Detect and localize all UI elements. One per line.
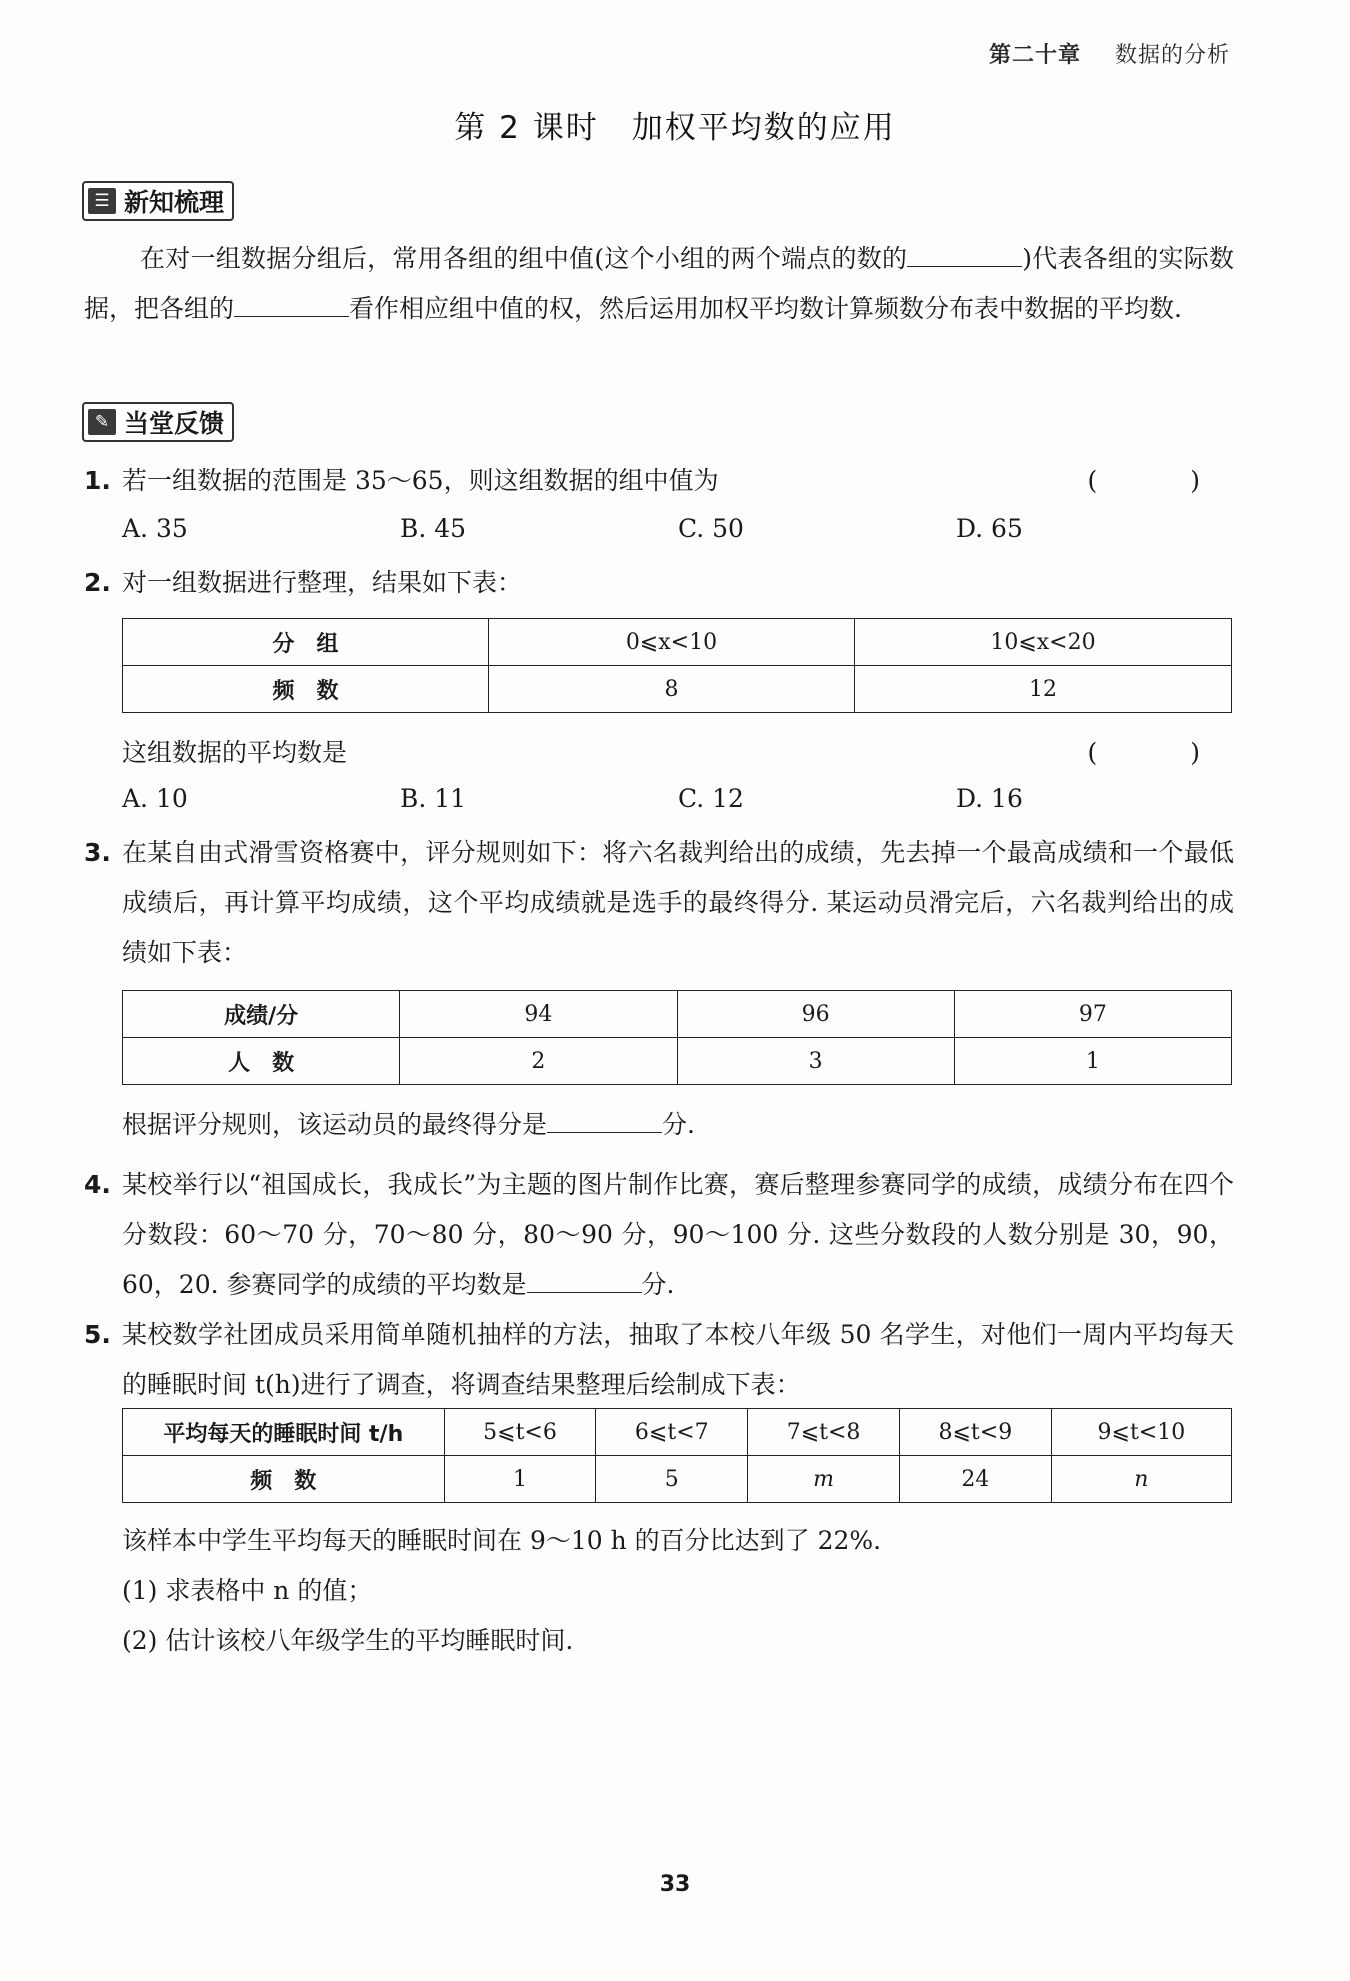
option-d[interactable]: D. 65 xyxy=(956,514,1023,543)
table-row xyxy=(123,666,1232,713)
option-c[interactable]: C. 12 xyxy=(678,784,744,813)
option-b[interactable]: B. 45 xyxy=(400,514,467,543)
question-text: 该样本中学生平均每天的睡眠时间在 9～10 h 的百分比达到了 22%. xyxy=(122,1526,882,1555)
table-cell: 97 xyxy=(954,991,1231,1038)
table-cell: 8 xyxy=(488,666,854,713)
section-tag-feedback xyxy=(82,402,234,442)
question-number: 5. xyxy=(84,1320,111,1349)
option-c[interactable]: C. 50 xyxy=(678,514,744,543)
table-header-cell: 人 数 xyxy=(123,1038,400,1085)
table-row xyxy=(123,619,1232,666)
question-number: 1. xyxy=(84,466,111,495)
table-header-cell: 分 组 xyxy=(123,619,489,666)
table-cell: 3 xyxy=(677,1038,954,1085)
answer-prefix: 根据评分规则，该运动员的最终得分是 xyxy=(122,1110,548,1139)
section-label: 当堂反馈 xyxy=(124,409,225,438)
answer-suffix: 分. xyxy=(641,1270,675,1299)
paragraph-text: 看作相应组中值的权，然后运用加权平均数计算频数分布表中数据的平均数. xyxy=(349,294,1182,323)
paragraph-text: 在对一组数据分组后，常用各组的组中值(这个小组的两个端点的数的 xyxy=(140,244,908,273)
table-header-cell: 平均每天的睡眠时间 t/h xyxy=(123,1409,445,1456)
option-a[interactable]: A. 10 xyxy=(122,784,188,813)
section-label: 新知梳理 xyxy=(124,188,225,217)
q3-score-table xyxy=(122,990,1232,1085)
answer-blank[interactable] xyxy=(527,1270,642,1293)
sub-question: (1) 求表格中 n 的值； xyxy=(122,1576,373,1605)
question-number: 3. xyxy=(84,838,111,867)
answer-blank[interactable] xyxy=(907,244,1022,267)
table-header-cell: 频 数 xyxy=(123,666,489,713)
table-cell: 1 xyxy=(954,1038,1231,1085)
table-cell: 10⩽x<20 xyxy=(854,619,1231,666)
question-text: 这组数据的平均数是 xyxy=(122,738,348,767)
table-cell: 94 xyxy=(400,991,677,1038)
question-text: 对一组数据进行整理，结果如下表： xyxy=(122,568,523,597)
table-header-cell: 成绩/分 xyxy=(123,991,400,1038)
question-1 xyxy=(84,456,1234,506)
table-cell: n xyxy=(1051,1456,1231,1503)
table-cell: 2 xyxy=(400,1038,677,1085)
q5-sleep-table xyxy=(122,1408,1232,1503)
table-cell: 96 xyxy=(677,991,954,1038)
answer-paren[interactable]: ( ) xyxy=(1087,738,1234,767)
table-cell: 12 xyxy=(854,666,1231,713)
question-text: 若一组数据的范围是 35～65，则这组数据的组中值为 xyxy=(122,466,719,495)
running-header xyxy=(989,38,1230,69)
q2-frequency-table xyxy=(122,618,1232,713)
question-5 xyxy=(84,1310,1234,1410)
table-row xyxy=(123,1038,1232,1085)
question-1-options xyxy=(122,514,1222,554)
table-cell: 0⩽x<10 xyxy=(488,619,854,666)
question-3 xyxy=(84,828,1234,978)
lesson-title: 第 2 课时 加权平均数的应用 xyxy=(454,110,896,146)
chapter-topic: 数据的分析 xyxy=(1114,43,1230,68)
table-cell: 24 xyxy=(899,1456,1051,1503)
question-2 xyxy=(84,558,1234,608)
chapter-label: 第二十章 xyxy=(988,43,1081,68)
question-number: 2. xyxy=(84,568,111,597)
option-b[interactable]: B. 11 xyxy=(400,784,467,813)
answer-blank[interactable] xyxy=(547,1110,662,1133)
table-cell: 6⩽t<7 xyxy=(596,1409,748,1456)
question-2-options xyxy=(122,784,1222,824)
table-cell: 9⩽t<10 xyxy=(1051,1409,1231,1456)
answer-blank[interactable] xyxy=(234,294,349,317)
table-cell: 5⩽t<6 xyxy=(444,1409,596,1456)
table-header-cell: 频 数 xyxy=(123,1456,445,1503)
book-icon: ☰ xyxy=(88,188,116,214)
question-text xyxy=(122,1160,1234,1310)
question-text: 某校数学社团成员采用简单随机抽样的方法，抽取了本校八年级 50 名学生，对他们一周内平均每天的睡眠时间 t(h)进行了调查，将调查结果整理后绘制成下表： xyxy=(122,1320,1234,1399)
answer-suffix: 分. xyxy=(662,1110,695,1139)
table-row xyxy=(123,1409,1232,1456)
table-cell: 8⩽t<9 xyxy=(899,1409,1051,1456)
question-5-info xyxy=(84,1516,1234,1566)
question-text xyxy=(122,1100,1234,1150)
pencil-icon: ✎ xyxy=(88,409,116,435)
question-5-sub-2 xyxy=(84,1616,1234,1666)
knowledge-paragraph xyxy=(84,234,1234,334)
question-4 xyxy=(84,1160,1234,1310)
option-d[interactable]: D. 16 xyxy=(956,784,1023,813)
table-cell: 1 xyxy=(444,1456,596,1503)
paragraph-text: )代表各组的实际数据，把各组的 xyxy=(84,244,1234,323)
table-row xyxy=(123,1456,1232,1503)
question-5-sub-1 xyxy=(84,1566,1234,1616)
table-cell: 7⩽t<8 xyxy=(748,1409,900,1456)
question-text: 在某自由式滑雪资格赛中，评分规则如下：将六名裁判给出的成绩，先去掉一个最高成绩和一个最低成绩后，再计算平均成绩，这个平均成绩就是选手的最终得分. 某运动员滑完后，六名裁判给出的成绩如下表： xyxy=(122,838,1234,967)
question-text-main: 某校举行以“祖国成长，我成长”为主题的图片制作比赛，赛后整理参赛同学的成绩，成绩分布在四个分数段：60～70 分，70～80 分，80～90 分，90～100 分. 这些分数段的人数分别是 30，90，60，20. 参赛同学的成绩的平均数是 xyxy=(122,1170,1234,1299)
table-cell: 5 xyxy=(596,1456,748,1503)
question-3-answer-line xyxy=(84,1100,1234,1150)
option-a[interactable]: A. 35 xyxy=(122,514,188,543)
question-number: 4. xyxy=(84,1170,111,1199)
table-row xyxy=(123,991,1232,1038)
question-2-prompt xyxy=(84,728,1234,778)
table-cell: m xyxy=(748,1456,900,1503)
sub-question: (2) 估计该校八年级学生的平均睡眠时间. xyxy=(122,1626,574,1655)
answer-paren[interactable]: ( ) xyxy=(1087,466,1234,495)
page-number: 33 xyxy=(659,1872,691,1897)
section-tag-new-knowledge xyxy=(82,181,234,221)
